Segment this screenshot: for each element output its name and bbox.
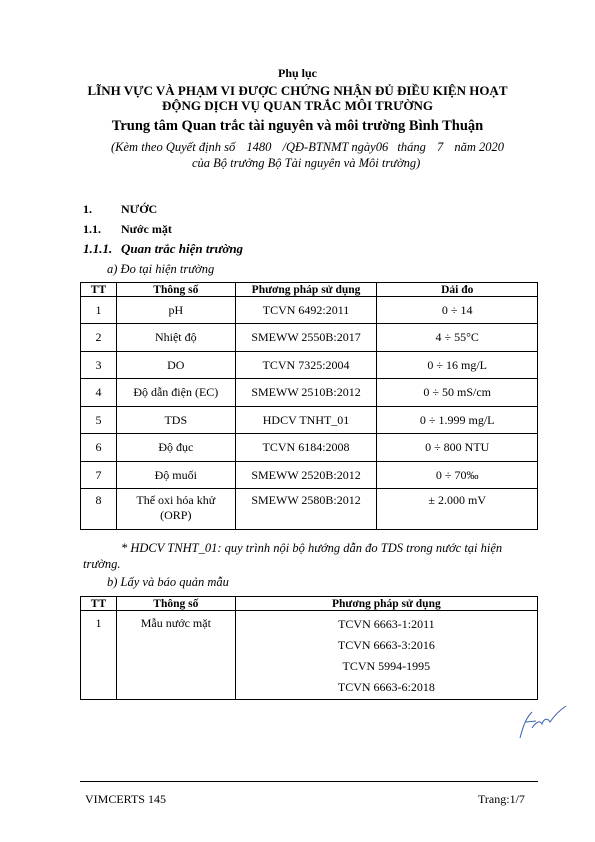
decision-day: 06: [375, 140, 389, 154]
header-range: Dải đo: [377, 283, 538, 297]
cell-method: TCVN 7325:2004: [235, 352, 377, 379]
table-row: [81, 352, 538, 379]
header-method: Phương pháp sử dụng: [235, 597, 537, 611]
table-row: [81, 462, 538, 489]
cell-tt: 5: [81, 407, 117, 434]
section-1-1-1-title: Quan trắc hiện trường: [121, 241, 244, 256]
sampling-table: [80, 596, 538, 700]
cell-method: SMEWW 2520B:2012: [235, 462, 377, 489]
cell-method: TCVN 6184:2008: [235, 434, 377, 462]
cell-tt: 6: [81, 434, 117, 462]
method-item: TCVN 6663-3:2016: [337, 638, 435, 652]
section-1-1-1-number: 1.1.1.: [83, 241, 113, 256]
decision-prefix: (Kèm theo Quyết định số: [111, 140, 236, 154]
cell-param: Mẫu nước mặt: [116, 611, 235, 700]
cell-param: pH: [116, 297, 235, 324]
decision-number: 1480: [246, 140, 272, 154]
method-item: TCVN 5994-1995: [342, 659, 431, 673]
subsection-b: b) Lấy và báo quản mẫu: [107, 575, 229, 589]
cell-method: HDCV TNHT_01: [235, 407, 377, 434]
cell-method: SMEWW 2580B:2012: [235, 489, 377, 530]
cell-range: ± 2.000 mV: [377, 489, 538, 530]
table-header-row: [81, 597, 538, 611]
organization-name: Trung tâm Quan trắc tài nguyên và môi trường Bình Thuận: [111, 118, 484, 134]
cell-methods: [235, 611, 537, 700]
decision-year: năm 2020: [454, 140, 504, 154]
table-row: [81, 379, 538, 407]
decision-line: [111, 140, 504, 155]
table-note: * HDCV TNHT_01: quy trình nội bộ hướng dẫn đo TDS trong nước tại hiện trường.: [83, 541, 503, 571]
header-param: Thông số: [116, 597, 235, 611]
cell-param: DO: [116, 352, 235, 379]
cell-tt: 1: [81, 297, 117, 324]
table-row: [81, 324, 538, 352]
table-row: [81, 297, 538, 324]
signature-mark: [510, 700, 570, 745]
header-param: Thông số: [116, 283, 235, 297]
cell-tt: 2: [81, 324, 117, 352]
cell-param: Độ đục: [116, 434, 235, 462]
section-1-number: 1.: [83, 202, 92, 216]
title-line-2: ĐỘNG DỊCH VỤ QUAN TRẮC MÔI TRƯỜNG: [161, 98, 434, 113]
cell-tt: 7: [81, 462, 117, 489]
decision-month-label: tháng: [397, 140, 426, 154]
cell-range: 0 ÷ 14: [377, 297, 538, 324]
decision-issuer: của Bộ trưởng Bộ Tài nguyên và Môi trường): [192, 156, 421, 170]
footer-left: VIMCERTS 145: [85, 792, 166, 806]
header-method: Phương pháp sử dụng: [235, 283, 377, 297]
section-1-1-title: Nước mặt: [121, 222, 172, 236]
appendix-label: Phụ lục: [277, 66, 317, 80]
table-row: [81, 434, 538, 462]
header-tt: TT: [81, 597, 117, 611]
section-1-title: NƯỚC: [121, 202, 158, 216]
decision-month: 7: [436, 140, 444, 154]
cell-tt: 1: [81, 611, 117, 700]
cell-method: SMEWW 2550B:2017: [235, 324, 377, 352]
cell-tt: 4: [81, 379, 117, 407]
title-line-1: LĨNH VỰC VÀ PHẠM VI ĐƯỢC CHỨNG NHẬN ĐỦ ĐIỀU KIỆN HOẠT: [87, 83, 508, 98]
cell-range: 0 ÷ 800 NTU: [377, 434, 538, 462]
method-item: TCVN 6663-6:2018: [337, 680, 435, 694]
footer-page: Trang:1/7: [478, 792, 525, 806]
decision-mid: /QĐ-BTNMT ngày: [282, 140, 376, 154]
cell-param: TDS: [116, 407, 235, 434]
field-measurement-table: [80, 282, 538, 530]
cell-range: 0 ÷ 16 mg/L: [377, 352, 538, 379]
cell-range: 4 ÷ 55°C: [377, 324, 538, 352]
cell-param: Độ dẫn điện (EC): [116, 379, 235, 407]
table-row: [81, 407, 538, 434]
cell-tt: 3: [81, 352, 117, 379]
method-item: TCVN 6663-1:2011: [338, 617, 435, 631]
cell-param: Nhiệt độ: [116, 324, 235, 352]
cell-range: 0 ÷ 70‰: [377, 462, 538, 489]
header-tt: TT: [81, 283, 117, 297]
cell-param: Độ muối: [116, 462, 235, 489]
cell-method: SMEWW 2510B:2012: [235, 379, 377, 407]
subsection-a: a) Đo tại hiện trường: [107, 262, 215, 276]
table-header-row: [81, 283, 538, 297]
footer-divider: [80, 781, 538, 782]
cell-range: 0 ÷ 1.999 mg/L: [377, 407, 538, 434]
cell-param: Thế oxi hóa khử (ORP): [116, 489, 235, 530]
cell-range: 0 ÷ 50 mS/cm: [377, 379, 538, 407]
table-row: [81, 489, 538, 530]
section-1-1-number: 1.1.: [83, 222, 101, 236]
table-row: [81, 611, 538, 700]
cell-tt: 8: [81, 489, 117, 530]
cell-method: TCVN 6492:2011: [235, 297, 377, 324]
